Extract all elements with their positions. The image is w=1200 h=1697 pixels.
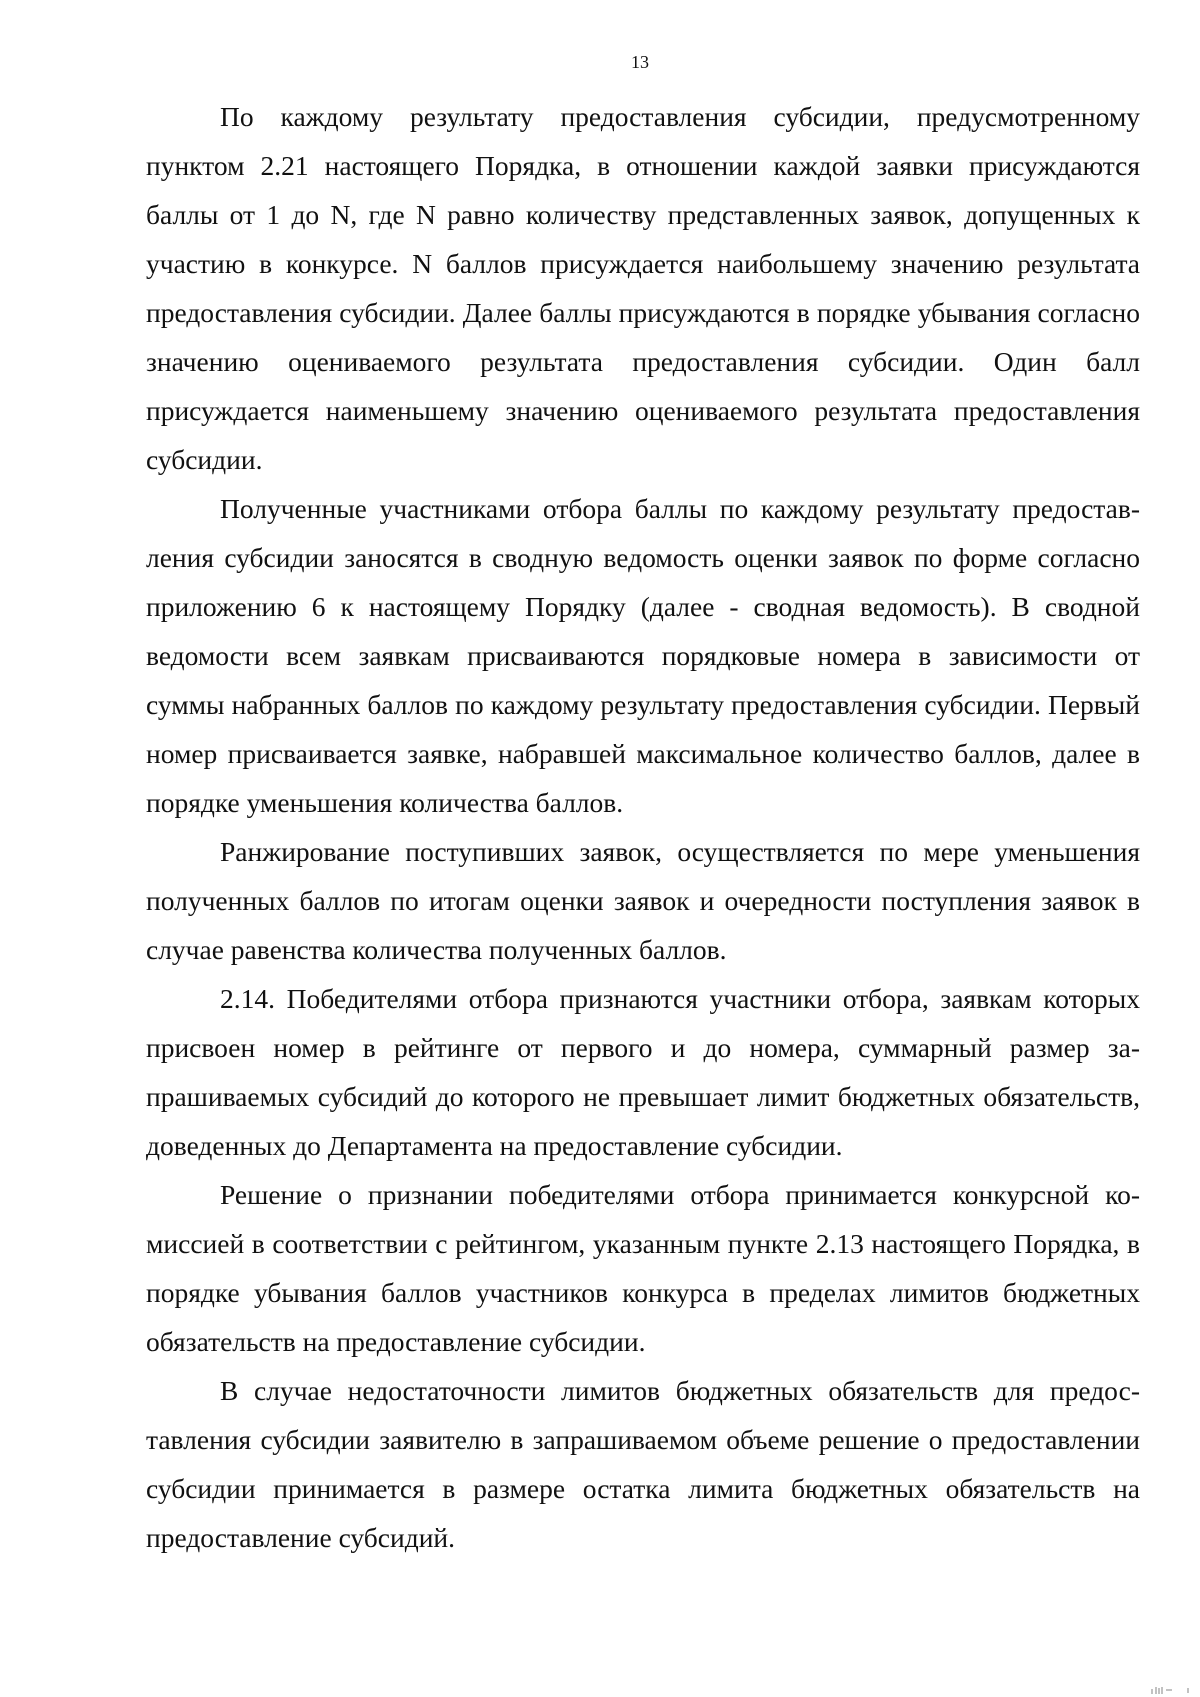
paragraph-commission-decision: Решение о признании победителями отбора принимается конкурсной комиссией в соответствии с рейтингом, указанным пункте 2.13 настоящего Порядка, в порядке убывания баллов участников конкурса в пределах лимитов бюджетных обязательств на предоставление субсидии.: [146, 1179, 1140, 1357]
body-text: [146, 92, 1140, 1562]
paragraph-summary-statement: Полученные участниками отбора баллы по каждому результату предоставления субсидии заносятся в сводную ведомость оценки заявок по форме согласно приложению 6 к настоящему Порядку (далее - сводная ведомость). В сводной ведомости всем заявкам присваиваются порядковые номера в зависимости от суммы набранных баллов по каждому результату предоставления субсидии. Первый номер присваивается заявке, набравшей максимальное количество баллов, далее в порядке уменьшения количества баллов.: [146, 493, 1140, 818]
scan-artifact: [1060, 1675, 1200, 1697]
paragraph-ranking: Ранжирование поступивших заявок, осуществляется по мере уменьшения полученных баллов по итогам оценки заявок и очередности поступления заявок в случае равенства количества полученных баллов.: [146, 836, 1140, 965]
paragraph-scoring: По каждому результату предоставления субсидии, предусмотренному пунктом 2.21 настоящего Порядка, в отношении каждой заявки присуждаются баллы от 1 до N, где N равно количеству представленных заявок, допущенных к участию в конкурсе. N баллов присуждается наибольшему значению результата предоставления субсидии. Далее баллы присуждаются в порядке убывания согласно значению оцениваемого результата предоставления субсидии. Один балл присуждается наименьшему значению оцениваемого результата предоставления субсидии.: [146, 101, 1140, 475]
paragraph-winners: 2.14. Победителями отбора признаются участники отбора, заявкам которых присвоен номер в рейтинге от первого и до номера, суммарный размер запрашиваемых субсидий до которого не превышает лимит бюджетных обязательств, доведенных до Департамента на предоставление субсидии.: [146, 983, 1140, 1161]
page-number: 13: [631, 52, 649, 72]
paragraph-insufficient-limits: В случае недостаточности лимитов бюджетных обязательств для предоставления субсидии заявителю в запрашиваемом объеме решение о предоставлении субсидии принимается в размере остатка лимита бюджетных обязательств на предоставление субсидий.: [146, 1375, 1140, 1553]
